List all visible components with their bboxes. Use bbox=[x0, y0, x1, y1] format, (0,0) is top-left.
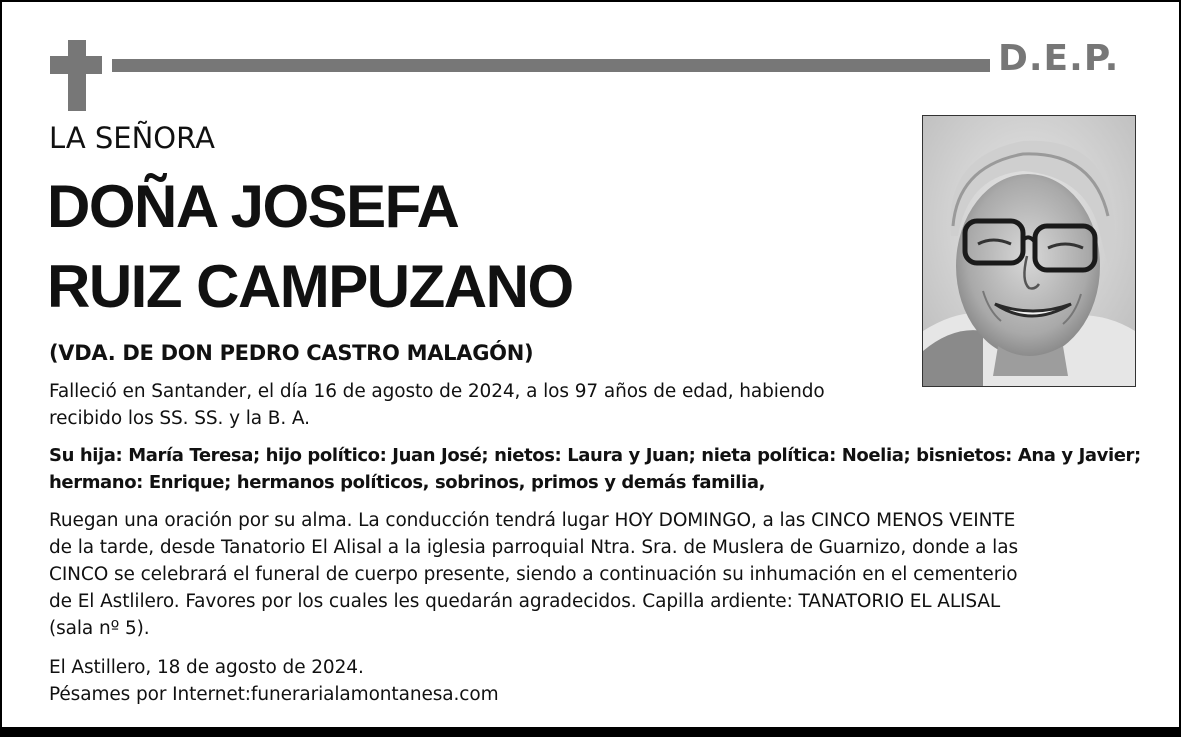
cross-icon-bar bbox=[50, 56, 102, 74]
family-line2: hermano: Enrique; hermanos políticos, sobrinos, primos y demás familia, bbox=[49, 472, 766, 493]
widow-of: (VDA. DE DON PEDRO CASTRO MALAGÓN) bbox=[49, 341, 534, 365]
family-line1: Su hija: María Teresa; hijo político: Juan José; nietos: Laura y Juan; nieta política: Noelia; bisnietos: Ana y Javier; bbox=[49, 445, 1141, 466]
header-rule bbox=[112, 59, 990, 72]
service-line4: de El Astlilero. Favores por los cuales les quedarán agradecidos. Capilla ardiente: TANATORIO EL ALISAL bbox=[49, 591, 1001, 612]
death-info-line1: Falleció en Santander, el día 16 de agosto de 2024, a los 97 años de edad, habiendo bbox=[49, 381, 825, 402]
dep-label: D.E.P. bbox=[998, 38, 1120, 79]
service-line2: de la tarde, desde Tanatorio El Alisal a la iglesia parroquial Ntra. Sra. de Muslera de Guarnizo, donde a las bbox=[49, 537, 1018, 558]
portrait-photo bbox=[922, 115, 1136, 387]
cross-icon bbox=[68, 40, 86, 111]
service-line5: (sala nº 5). bbox=[49, 618, 150, 639]
portrait-image bbox=[923, 116, 1135, 386]
service-line1: Ruegan una oración por su alma. La conducción tendrá lugar HOY DOMINGO, a las CINCO MENOS VEINTE bbox=[49, 510, 1016, 531]
deceased-name-line2: RUIZ CAMPUZANO bbox=[47, 253, 573, 320]
death-info-line2: recibido los SS. SS. y la B. A. bbox=[49, 408, 310, 429]
deceased-name-line1: DOÑA JOSEFA bbox=[47, 173, 459, 240]
title-prefix: LA SEÑORA bbox=[49, 121, 215, 155]
place-date: El Astillero, 18 de agosto de 2024. bbox=[49, 657, 364, 678]
service-line3: CINCO se celebrará el funeral de cuerpo presente, siendo a continuación su inhumación en el cementerio bbox=[49, 564, 1018, 585]
condolences-line: Pésames por Internet:funerarialamontanesa.com bbox=[49, 684, 499, 705]
bottom-border-bar bbox=[2, 727, 1179, 735]
